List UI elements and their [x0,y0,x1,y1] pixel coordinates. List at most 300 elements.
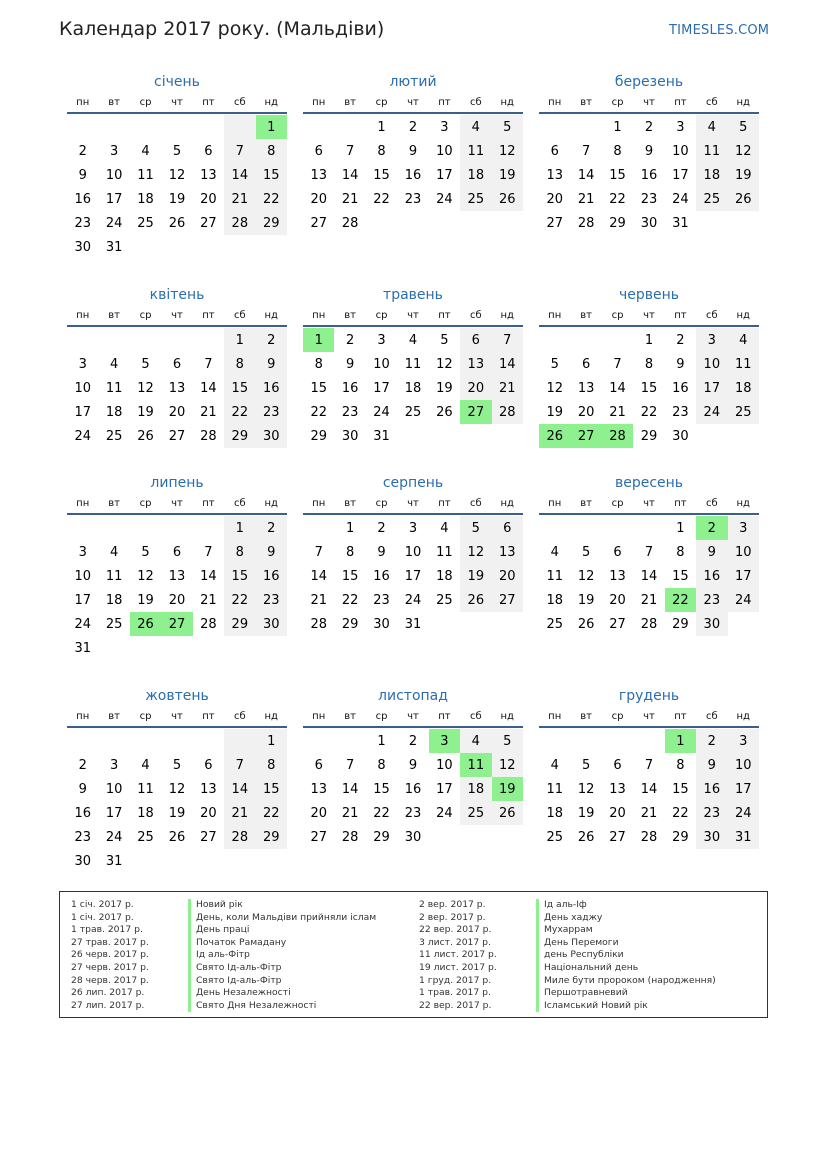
day-cell: 18 [105,592,123,608]
legend-date: 1 груд. 2017 р. [419,974,492,986]
day-cell: 26 [460,588,491,612]
day-cell: 10 [74,380,91,396]
day-cell: 4 [460,115,491,139]
empty-cell [256,636,287,660]
empty-cell [429,612,460,636]
day-cell: 3 [408,520,418,536]
legend-date: 1 трав. 2017 р. [419,987,491,999]
day-cell: 3 [78,356,87,372]
empty-cell [193,849,224,873]
day-cell: 16 [696,564,727,588]
day-cell: 17 [404,568,422,584]
day-cell: 14 [341,781,359,797]
day-cell: 19 [546,404,563,420]
empty-cell [539,516,570,540]
day-cell: 16 [696,777,727,801]
empty-cell [429,825,460,849]
day-cell: 6 [492,516,523,540]
day-cell: 4 [550,757,559,773]
empty-cell [429,424,460,448]
day-cell: 15 [640,380,658,396]
day-cell: 25 [728,400,759,424]
month-name: листопад [378,688,448,704]
day-cell: 4 [696,115,727,139]
weekday-label: пт [202,710,215,722]
day-cell: 23 [696,801,727,825]
day-cell: 15 [310,380,327,396]
month-name: травень [383,287,443,303]
day-cell: 13 [609,781,626,797]
day-cell: 7 [581,143,591,159]
day-cell: 21 [310,592,327,608]
weekday-label: ср [611,309,624,321]
day-cell: 11 [137,781,154,797]
day-cell: 9 [644,143,654,159]
day-cell: 21 [640,805,658,821]
weekday-label: пт [674,497,687,509]
legend-holiday-name: Свято Ід-аль-Фітр [188,962,282,975]
day-cell: 18 [460,777,491,801]
weekday-label: нд [264,710,278,722]
weekday-label: нд [736,309,750,321]
day-cell: 28 [492,400,523,424]
day-cell: 29 [640,428,658,444]
day-cell: 25 [137,829,154,845]
day-cell: 20 [168,404,186,420]
day-cell: 7 [345,757,355,773]
day-cell: 9 [78,781,87,797]
day-cell: 28 [640,829,658,845]
day-cell: 12 [492,139,523,163]
weekday-header [67,92,287,114]
weekday-label: нд [736,710,750,722]
day-cell: 14 [609,380,626,396]
empty-cell [130,328,161,352]
day-cell: 7 [224,753,255,777]
weekday-label: вт [108,96,120,108]
day-cell: 2 [345,332,355,348]
day-cell: 30 [256,612,287,636]
empty-cell [161,235,192,259]
day-cell: 23 [341,404,359,420]
day-cell: 17 [105,191,123,207]
day-cell: 26 [492,187,523,211]
day-cell: 12 [492,753,523,777]
day-cell: 4 [550,544,559,560]
legend-holiday-name: Першотравневий [536,987,628,1000]
day-cell: 30 [256,424,287,448]
day-cell: 29 [672,829,689,845]
empty-cell [696,424,727,448]
legend-date: 26 черв. 2017 р. [71,949,149,961]
day-cell: 27 [492,588,523,612]
weekday-label: пн [76,710,90,722]
day-cell: 7 [644,757,654,773]
legend-holiday-name: Свято Ід-аль-Фітр [188,975,282,988]
empty-cell [602,729,633,753]
day-cell: 5 [728,115,759,139]
weekday-label: ср [139,710,152,722]
day-cell: 22 [256,801,287,825]
month-block [539,686,759,849]
empty-cell [161,516,192,540]
day-cell: 16 [672,380,689,396]
day-cell: 11 [436,544,453,560]
day-cell: 15 [609,167,626,183]
empty-cell [570,516,601,540]
day-cell: 14 [224,163,255,187]
day-cell: 3 [676,119,685,135]
day-cell: 14 [492,352,523,376]
day-cell: 10 [728,753,759,777]
day-cell: 29 [341,616,359,632]
weekday-header [303,706,523,728]
day-cell: 23 [672,404,689,420]
weekday-label: пн [76,497,90,509]
day-cell: 15 [256,163,287,187]
empty-cell [334,115,365,139]
weekday-label: сб [233,309,246,321]
day-cell: 2 [696,729,727,753]
weekday-label: нд [264,309,278,321]
day-cell: 16 [256,376,287,400]
weekday-header [539,493,759,515]
day-cell: 10 [105,167,123,183]
day-cell: 3 [696,328,727,352]
weekday-header [67,493,287,515]
day-cell: 16 [74,805,91,821]
day-cell: 8 [377,143,386,159]
day-cell: 21 [609,404,626,420]
weekday-label: пн [312,309,326,321]
legend-date: 22 вер. 2017 р. [419,924,492,936]
day-cell: 24 [105,829,123,845]
day-cell: 6 [314,757,323,773]
day-cell: 22 [224,400,255,424]
day-cell: 23 [74,215,91,231]
day-cell: 6 [204,757,213,773]
weekday-label: вт [344,96,356,108]
day-cell: 18 [696,163,727,187]
empty-cell [492,424,523,448]
day-cell: 12 [460,540,491,564]
days-grid [539,729,759,849]
weekday-label: сб [233,96,246,108]
weekday-label: сб [705,96,718,108]
day-cell: 27 [609,829,626,845]
day-cell: 22 [341,592,359,608]
day-cell: 20 [609,805,626,821]
empty-cell [256,235,287,259]
legend-date: 11 лист. 2017 р. [419,949,497,961]
day-cell: 1 [665,729,696,753]
day-cell: 24 [105,215,123,231]
weekday-label: нд [736,497,750,509]
weekday-label: ср [375,96,388,108]
day-cell: 14 [577,167,595,183]
day-cell: 11 [728,352,759,376]
empty-cell [98,729,129,753]
day-cell: 13 [310,781,327,797]
weekday-label: сб [469,497,482,509]
day-cell: 20 [492,564,523,588]
day-cell: 27 [609,616,626,632]
day-cell: 4 [440,520,449,536]
empty-cell [130,516,161,540]
day-cell: 8 [644,356,654,372]
day-cell: 19 [492,777,523,801]
day-cell: 14 [224,777,255,801]
month-block [539,473,759,636]
weekday-label: ср [139,497,152,509]
day-cell: 8 [613,143,622,159]
empty-cell [633,516,664,540]
day-cell: 27 [200,829,217,845]
day-cell: 26 [728,187,759,211]
weekday-label: вт [344,710,356,722]
day-cell: 25 [105,428,123,444]
weekday-label: чт [171,309,183,321]
day-cell: 21 [492,376,523,400]
day-cell: 9 [696,753,727,777]
day-cell: 15 [373,167,390,183]
day-cell: 1 [345,520,355,536]
day-cell: 24 [436,805,453,821]
weekday-label: ср [611,96,624,108]
day-cell: 9 [78,167,87,183]
day-cell: 27 [161,612,192,636]
day-cell: 31 [373,428,390,444]
day-cell: 1 [377,733,386,749]
weekday-label: чт [407,710,419,722]
weekday-label: вт [344,497,356,509]
day-cell: 11 [696,139,727,163]
legend-date: 28 черв. 2017 р. [71,974,149,986]
day-cell: 3 [728,516,759,540]
weekday-label: чт [171,710,183,722]
day-cell: 17 [696,376,727,400]
day-cell: 23 [373,592,390,608]
day-cell: 10 [436,757,453,773]
day-cell: 16 [341,380,359,396]
day-cell: 14 [310,568,327,584]
day-cell: 30 [404,829,422,845]
day-cell: 23 [256,588,287,612]
legend-holiday-name: Ід аль-Іф [536,899,587,912]
weekday-label: нд [500,497,514,509]
day-cell: 26 [492,801,523,825]
day-cell: 3 [440,119,449,135]
day-cell: 17 [672,167,689,183]
day-cell: 29 [672,616,689,632]
legend-date: 27 лип. 2017 р. [71,999,145,1011]
day-cell: 1 [676,520,685,536]
empty-cell [193,235,224,259]
day-cell: 21 [341,805,359,821]
day-cell: 12 [577,781,595,797]
month-name: лютий [389,74,437,90]
day-cell: 6 [172,356,182,372]
weekday-label: пн [548,710,562,722]
weekday-label: пт [674,309,687,321]
day-cell: 8 [314,356,323,372]
day-cell: 7 [314,544,323,560]
day-cell: 31 [74,640,91,656]
day-cell: 10 [672,143,689,159]
days-grid [539,328,759,448]
days-grid [303,115,523,235]
empty-cell [98,115,129,139]
day-cell: 11 [105,380,123,396]
day-cell: 26 [168,829,186,845]
empty-cell [397,211,428,235]
weekday-label: вт [108,497,120,509]
weekday-label: вт [580,710,592,722]
day-cell: 20 [460,376,491,400]
brand-link[interactable]: TIMESLES.COM [669,23,770,38]
day-cell: 31 [404,616,422,632]
day-cell: 5 [172,143,182,159]
empty-cell [539,328,570,352]
empty-cell [224,729,255,753]
empty-cell [130,115,161,139]
day-cell: 29 [224,612,255,636]
day-cell: 8 [345,544,355,560]
empty-cell [696,211,727,235]
day-cell: 8 [377,757,386,773]
weekday-label: ср [375,710,388,722]
days-grid [539,516,759,636]
day-cell: 24 [436,191,453,207]
empty-cell [256,849,287,873]
month-block [67,686,287,873]
day-cell: 11 [460,139,491,163]
day-cell: 7 [492,328,523,352]
day-cell: 9 [256,352,287,376]
day-cell: 5 [581,544,591,560]
empty-cell [130,235,161,259]
day-cell: 17 [728,777,759,801]
day-cell: 12 [436,356,453,372]
weekday-label: пт [202,309,215,321]
weekday-label: пн [548,96,562,108]
day-cell: 12 [168,781,186,797]
day-cell: 6 [613,757,622,773]
day-cell: 18 [137,805,154,821]
day-cell: 21 [224,801,255,825]
day-cell: 4 [408,332,418,348]
day-cell: 5 [581,757,591,773]
day-cell: 11 [460,753,491,777]
day-cell: 29 [256,211,287,235]
weekday-label: вт [344,309,356,321]
day-cell: 25 [137,215,154,231]
day-cell: 10 [404,544,422,560]
day-cell: 19 [492,163,523,187]
day-cell: 22 [672,805,689,821]
day-cell: 7 [204,356,213,372]
day-cell: 28 [224,825,255,849]
day-cell: 28 [310,616,327,632]
legend-date: 22 вер. 2017 р. [419,999,492,1011]
empty-cell [602,516,633,540]
day-cell: 13 [546,167,563,183]
day-cell: 29 [256,825,287,849]
month-name: січень [154,74,200,90]
weekday-label: сб [469,710,482,722]
day-cell: 2 [256,328,287,352]
weekday-label: сб [705,710,718,722]
day-cell: 2 [78,143,87,159]
weekday-label: ср [375,497,388,509]
empty-cell [161,636,192,660]
empty-cell [130,636,161,660]
legend-date: 1 січ. 2017 р. [71,911,134,923]
day-cell: 19 [137,404,154,420]
day-cell: 25 [460,801,491,825]
day-cell: 7 [204,544,213,560]
day-cell: 5 [172,757,182,773]
day-cell: 5 [141,544,150,560]
day-cell: 10 [696,352,727,376]
day-cell: 27 [310,215,327,231]
day-cell: 6 [314,143,323,159]
day-cell: 18 [436,568,453,584]
day-cell: 17 [74,404,91,420]
day-cell: 15 [373,781,390,797]
weekday-label: пн [76,96,90,108]
day-cell: 30 [696,612,727,636]
empty-cell [728,424,759,448]
weekday-header [539,305,759,327]
day-cell: 15 [256,777,287,801]
day-cell: 6 [613,544,622,560]
weekday-header [303,493,523,515]
empty-cell [570,729,601,753]
day-cell: 30 [373,616,390,632]
weekday-label: пт [202,497,215,509]
day-cell: 27 [200,215,217,231]
weekday-header [539,706,759,728]
weekday-label: пт [674,710,687,722]
day-cell: 28 [602,424,633,448]
weekday-label: нд [264,96,278,108]
empty-cell [193,636,224,660]
day-cell: 21 [200,592,217,608]
day-cell: 18 [546,592,563,608]
day-cell: 22 [373,191,390,207]
empty-cell [161,729,192,753]
day-cell: 30 [640,215,658,231]
weekday-label: чт [407,96,419,108]
legend-date: 27 трав. 2017 р. [71,936,149,948]
day-cell: 19 [577,592,595,608]
day-cell: 20 [168,592,186,608]
day-cell: 27 [168,428,186,444]
day-cell: 15 [341,568,359,584]
legend-date: 1 трав. 2017 р. [71,924,143,936]
empty-cell [334,729,365,753]
day-cell: 3 [109,143,119,159]
day-cell: 14 [640,568,658,584]
day-cell: 21 [577,191,595,207]
legend-date: 3 лист. 2017 р. [419,936,491,948]
day-cell: 6 [550,143,559,159]
day-cell: 9 [377,544,386,560]
day-cell: 24 [696,400,727,424]
holiday-legend [59,891,768,1018]
day-cell: 3 [728,729,759,753]
